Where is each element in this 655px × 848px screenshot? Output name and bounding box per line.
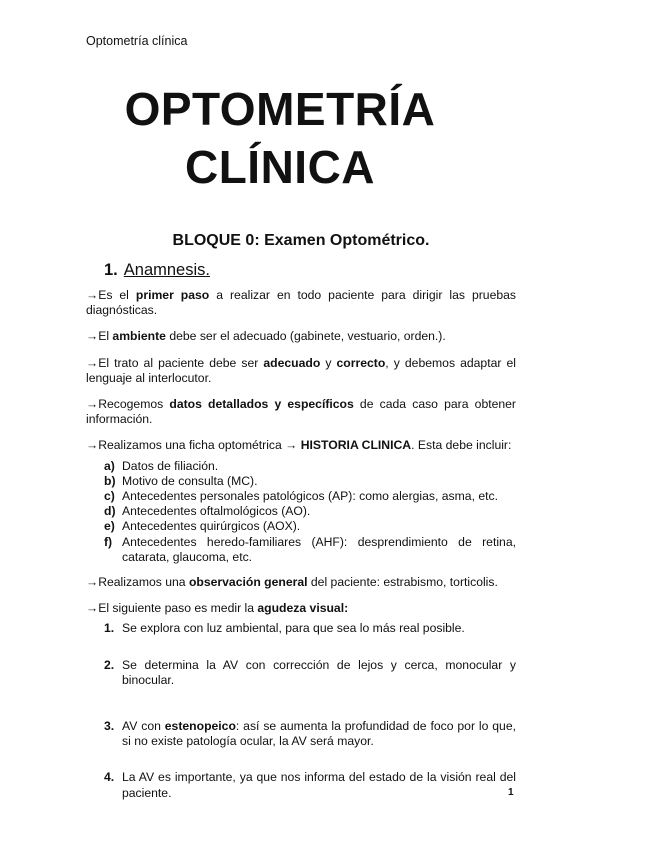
paragraph-primer-paso <box>86 288 516 318</box>
text-run: →El <box>86 329 113 344</box>
text-run: →Realizamos una ficha optométrica → <box>86 438 301 453</box>
paragraph-datos <box>86 397 516 427</box>
list-text: Motivo de consulta (MC). <box>122 473 258 488</box>
list-marker: d) <box>104 504 116 519</box>
list-marker: f) <box>104 534 113 549</box>
list-item <box>104 535 516 565</box>
history-items-list <box>86 459 516 565</box>
list-text <box>122 719 516 749</box>
text-run: →El siguiente paso es medir la <box>86 601 258 616</box>
bold-run: primer paso <box>135 288 210 302</box>
list-text: Se explora con luz ambiental, para que sea lo más real posible. <box>122 621 465 636</box>
paragraph-agudeza <box>86 601 516 616</box>
bold-run: agudeza visual: <box>257 601 349 616</box>
list-marker: 4. <box>104 770 115 785</box>
list-item <box>104 504 516 519</box>
section-number: 1. <box>104 261 118 279</box>
list-item <box>104 719 516 749</box>
text-run: AV con <box>122 719 165 734</box>
list-marker: b) <box>104 473 116 488</box>
title-line-1: OPTOMETRÍA <box>124 83 436 135</box>
list-text: Se determina la AV con corrección de lejos y cerca, monocular y binocular. <box>122 657 516 687</box>
list-item <box>104 459 516 474</box>
paragraph-observacion <box>86 575 516 590</box>
text-run: →Realizamos una <box>86 575 189 590</box>
paragraph-trato <box>86 356 516 386</box>
section-title: Anamnesis. <box>123 261 210 279</box>
document-title <box>0 80 560 196</box>
bold-run: HISTORIA CLINICA <box>300 438 412 453</box>
bold-run: adecuado <box>263 355 321 370</box>
list-item <box>104 621 516 636</box>
text-run: y <box>320 355 337 370</box>
document-body <box>86 288 516 801</box>
list-text: Datos de filiación. <box>122 458 219 473</box>
bold-run: ambiente <box>112 329 166 344</box>
text-run: a realizar en todo paciente para dirigir las pruebas diagnósticas. <box>86 288 517 318</box>
title-line-2: CLÍNICA <box>184 141 376 193</box>
av-steps-list <box>86 621 516 800</box>
text-run: de cada caso para obtener información. <box>86 397 516 427</box>
list-text: Antecedentes quirúrgicos (AOX). <box>122 519 301 534</box>
list-text: La AV es importante, ya que nos informa del estado de la visión real del paciente. <box>122 770 516 800</box>
list-item <box>104 770 516 800</box>
text-run: →El trato al paciente debe ser <box>86 355 264 370</box>
text-run: . Esta debe incluir: <box>411 438 512 453</box>
text-run: : así se aumenta la profundidad de foco por lo que, si no existe patología ocular, la AV será mayor. <box>122 719 516 749</box>
list-marker: c) <box>104 489 115 504</box>
list-item <box>104 489 516 504</box>
list-text: Antecedentes oftalmológicos (AO). <box>122 504 311 519</box>
list-text: Antecedentes personales patológicos (AP): como alergias, asma, etc. <box>122 489 498 504</box>
text-run: del paciente: estrabismo, torticolis. <box>307 575 498 590</box>
block-subtitle: BLOQUE 0: Examen Optométrico. <box>172 232 430 249</box>
list-marker: a) <box>104 458 115 473</box>
text-run: debe ser el adecuado (gabinete, vestuario, orden.). <box>165 329 446 344</box>
list-item <box>104 474 516 489</box>
text-run: →Es el <box>86 288 136 302</box>
bold-run: datos detallados y específicos <box>169 397 354 412</box>
bold-run: observación general <box>188 575 308 590</box>
page-number: 1 <box>508 787 514 798</box>
bold-run: correcto <box>336 355 386 370</box>
text-run: →Recogemos <box>86 397 170 412</box>
list-text: Antecedentes heredo-familiares (AHF): desprendimiento de retina, catarata, glaucoma, etc. <box>122 534 516 564</box>
section-heading <box>104 261 210 280</box>
list-item <box>104 519 516 534</box>
list-marker: 3. <box>104 719 115 734</box>
running-header: Optometría clínica <box>86 34 188 48</box>
list-marker: 1. <box>104 621 115 636</box>
list-item <box>104 658 516 688</box>
paragraph-ambiente <box>86 329 516 344</box>
list-marker: e) <box>104 519 115 534</box>
bold-run: estenopeico <box>164 719 236 734</box>
list-marker: 2. <box>104 657 115 672</box>
paragraph-historia-clinica <box>86 438 516 453</box>
text-run: , y debemos adaptar el lenguaje al interlocutor. <box>86 355 516 385</box>
